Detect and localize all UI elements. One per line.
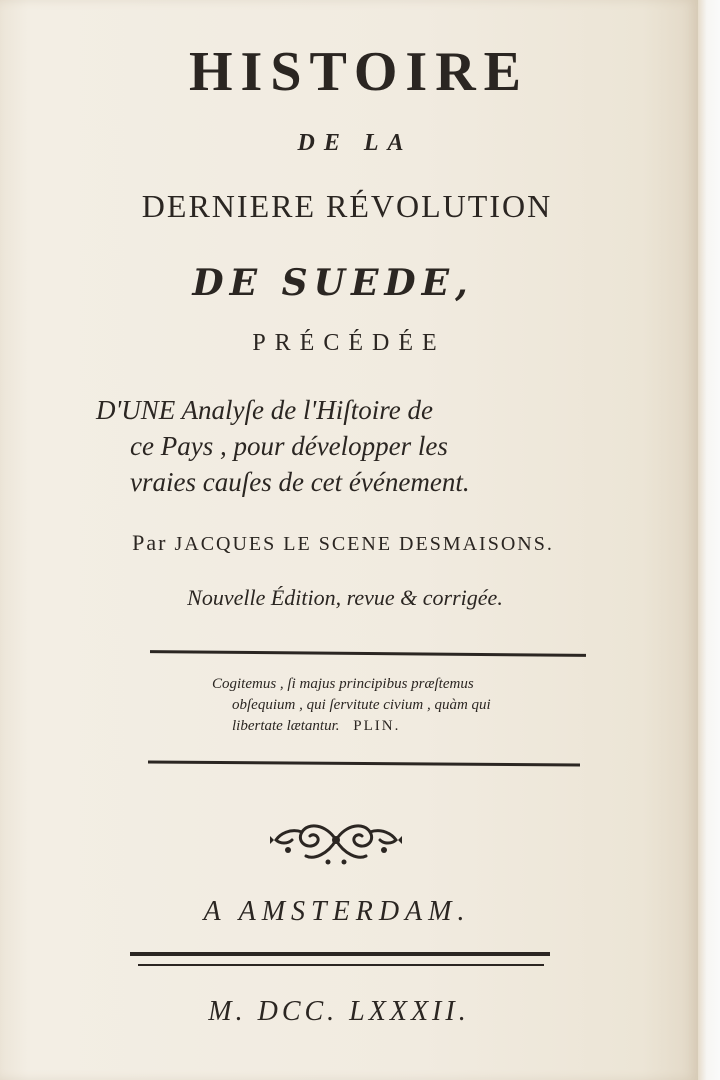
double-rule-bottom bbox=[138, 964, 544, 966]
fleuron-ornament-icon bbox=[268, 810, 404, 870]
author-name: JACQUES LE SCENE DESMAISONS. bbox=[174, 533, 554, 555]
edition-note: Nouvelle Édition, revue & corrigée. bbox=[187, 585, 503, 610]
divider-rule bbox=[150, 650, 586, 657]
book-title: HISTOIRE bbox=[189, 41, 529, 103]
author-line bbox=[0, 530, 692, 556]
analysis-line: vraies cauſes de cet événement. bbox=[130, 467, 470, 497]
imprint-year: M. DCC. LXXXII. bbox=[208, 996, 470, 1027]
epigraph-source: PLIN. bbox=[353, 718, 401, 734]
epigraph-line: Cogitemus , ſi majus principibus præſtemus bbox=[212, 676, 474, 692]
author-prefix: Par bbox=[132, 530, 168, 555]
imprint-place: A AMSTERDAM. bbox=[203, 896, 471, 927]
book-edge bbox=[698, 0, 720, 1080]
analysis-line: ce Pays , pour développer les bbox=[130, 431, 448, 461]
double-rule-top bbox=[130, 952, 550, 956]
epigraph-line-last bbox=[232, 716, 612, 737]
epigraph-text: libertate lætantur. bbox=[232, 718, 340, 734]
title-precedee: PRÉCÉDÉE bbox=[252, 330, 446, 356]
divider-rule bbox=[148, 760, 580, 766]
analysis-line: D'UNE Analyſe de l'Hiſtoire de bbox=[96, 395, 433, 425]
title-de-suede: DE SUEDE, bbox=[192, 262, 474, 304]
epigraph-line: obſequium , qui ſervitute civium , quàm qui bbox=[232, 697, 491, 713]
title-de-la: DE LA bbox=[297, 130, 413, 156]
title-subtitle: DERNIERE RÉVOLUTION bbox=[141, 188, 553, 224]
